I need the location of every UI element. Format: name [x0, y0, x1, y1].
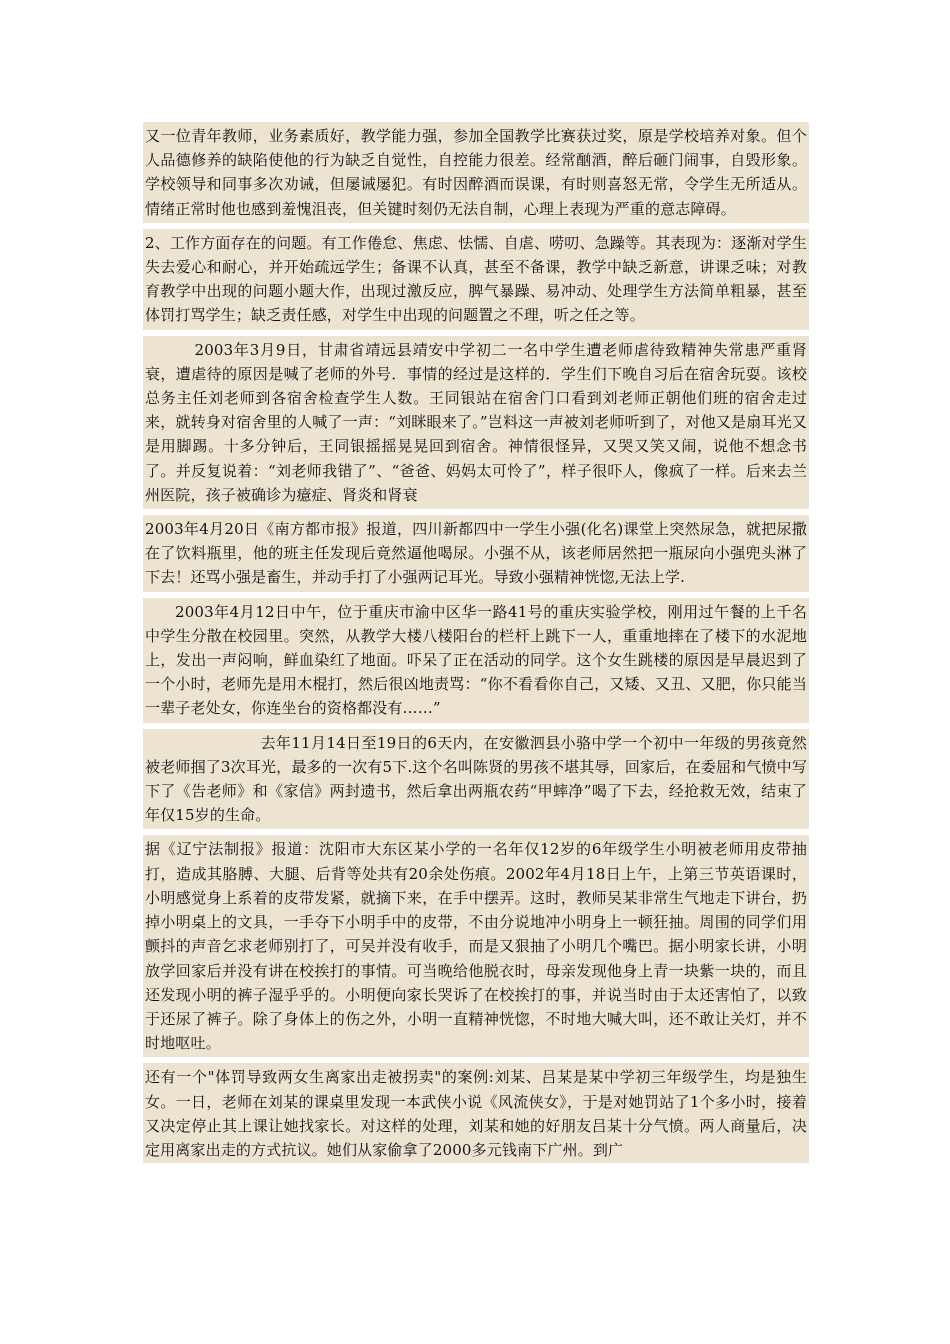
paragraph-shenyang-case: 据《辽宁法制报》报道：沈阳市大东区某小学的一名年仅12岁的6年级学生小明被老师用皮带抽打，造成其胳膊、大腿、后背等处共有20余处伤痕。2002年4月18日上午，上第三节英语课时，小明感觉身上系着的皮带发紧，就摘下来，在手中摆弄。这时，教师吴某非常生气地走下讲台，扔掉小明桌上的文具，一手夺下小明手中的皮带，不由分说地冲小明身上一顿狂抽。周围的同学们用颤抖的声音乞求老师别打了，可吴并没有收手，而是又狠抽了小明几个嘴巴。据小明家长讲，小明放学回家后并没有讲在校挨打的事情。可当晚给他脱衣时，母亲发现他身上青一块紫一块的，而且还发现小明的裤子湿乎乎的。小明便向家长哭诉了在校挨打的事，并说当时由于太还害怕了，以致于还尿了裤子。除了身体上的伤之外，小明一直精神恍惚，不时地大喊大叫，还不敢让关灯，并不时地呕吐。 [143, 835, 809, 1057]
paragraph-gansu-case: 2003年3月9日，甘肃省靖远县靖安中学初二一名中学生遭老师虐待致精神失常患严重肾衰，遭虐待的原因是喊了老师的外号．事情的经过是这样的．学生们下晚自习后在宿舍玩耍。该校总务主任刘老师到各宿舍检查学生人数。王同银站在宿舍门口看到刘老师正朝他们班的宿舍走过来，就转身对宿舍里的人喊了一声：“刘眯眼来了。”岂料这一声被刘老师听到了，对他又是扇耳光又是用脚踢。十多分钟后，王同银摇摇晃晃回到宿舍。神情很怪异，又哭又笑又闹，说他不想念书了。并反复说着：“刘老师我错了”、“爸爸、妈妈太可怜了”，样子很吓人，像疯了一样。后来去兰州医院，孩子被确诊为癔症、肾炎和肾衰 [143, 336, 809, 509]
paragraph-chongqing-case: 2003年4月12日中午，位于重庆市渝中区华一路41号的重庆实验学校，刚用过午餐的上千名中学生分散在校园里。突然，从教学大楼八楼阳台的栏杆上跳下一人，重重地摔在了楼下的水泥地上，发出一声闷响，鲜血染红了地面。吓呆了正在活动的同学。这个女生跳楼的原因是早晨迟到了一个小时，老师先是用木棍打，然后很凶地责骂：“你不看看你自己，又矮、又丑、又肥，你只能当一辈子老处女，你连坐台的资格都没有……” [143, 598, 809, 723]
paragraph-sichuan-case: 2003年4月20日《南方都市报》报道，四川新都四中一学生小强(化名)课堂上突然尿急，就把尿撒在了饮料瓶里，他的班主任发现后竟然逼他喝尿。小强不从，该老师居然把一瓶尿向小强兜头淋了下去！还骂小强是畜生，并动手打了小强两记耳光。导致小强精神恍惚,无法上学. [143, 515, 809, 592]
paragraph-young-teacher: 又一位青年教师，业务素质好，教学能力强，参加全国教学比赛获过奖，原是学校培养对象。但个人品德修养的缺陷使他的行为缺乏自觉性，自控能力很差。经常酗酒，醉后砸门闹事，自毁形象。学校领导和同事多次劝诫，但屡诫屡犯。有时因醉酒而误课，有时则喜怒无常，令学生无所适从。情绪正常时他也感到羞愧沮丧，但关键时刻仍无法自制，心理上表现为严重的意志障碍。 [143, 122, 809, 223]
document-body [143, 122, 809, 1163]
paragraph-anhui-case: 去年11月14日至19日的6天内，在安徽泗县小骆中学一个初中一年级的男孩竟然被老师掴了3次耳光，最多的一次有5下.这个名叫陈贤的男孩不堪其辱，回家后，在委屈和气愤中写下了《告老师》和《家信》两封遗书，然后拿出两瓶农药“甲蟀净”喝了下去，经抢救无效，结束了年仅15岁的生命。 [143, 729, 809, 830]
paragraph-work-problems: 2、工作方面存在的问题。有工作倦怠、焦虑、怯懦、自虐、唠叨、急躁等。其表现为：逐渐对学生失去爱心和耐心，并开始疏远学生；备课不认真，甚至不备课，教学中缺乏新意，讲课乏味；对教育教学中出现的问题小题大作，出现过激反应，脾气暴躁、易冲动、处理学生方法简单粗暴，甚至体罚打骂学生；缺乏责任感，对学生中出现的问题置之不理，听之任之等。 [143, 229, 809, 330]
paragraph-runaway-case: 还有一个"体罚导致两女生离家出走被拐卖"的案例:刘某、吕某是某中学初三年级学生，均是独生女。一日，老师在刘某的课桌里发现一本武侠小说《风流侠女》，于是对她罚站了1个多小时，接着又决定停止其上课让她找家长。对这样的处理，刘某和她的好朋友吕某十分气愤。两人商量后，决定用离家出走的方式抗议。她们从家偷拿了2000多元钱南下广州。到广 [143, 1063, 809, 1163]
